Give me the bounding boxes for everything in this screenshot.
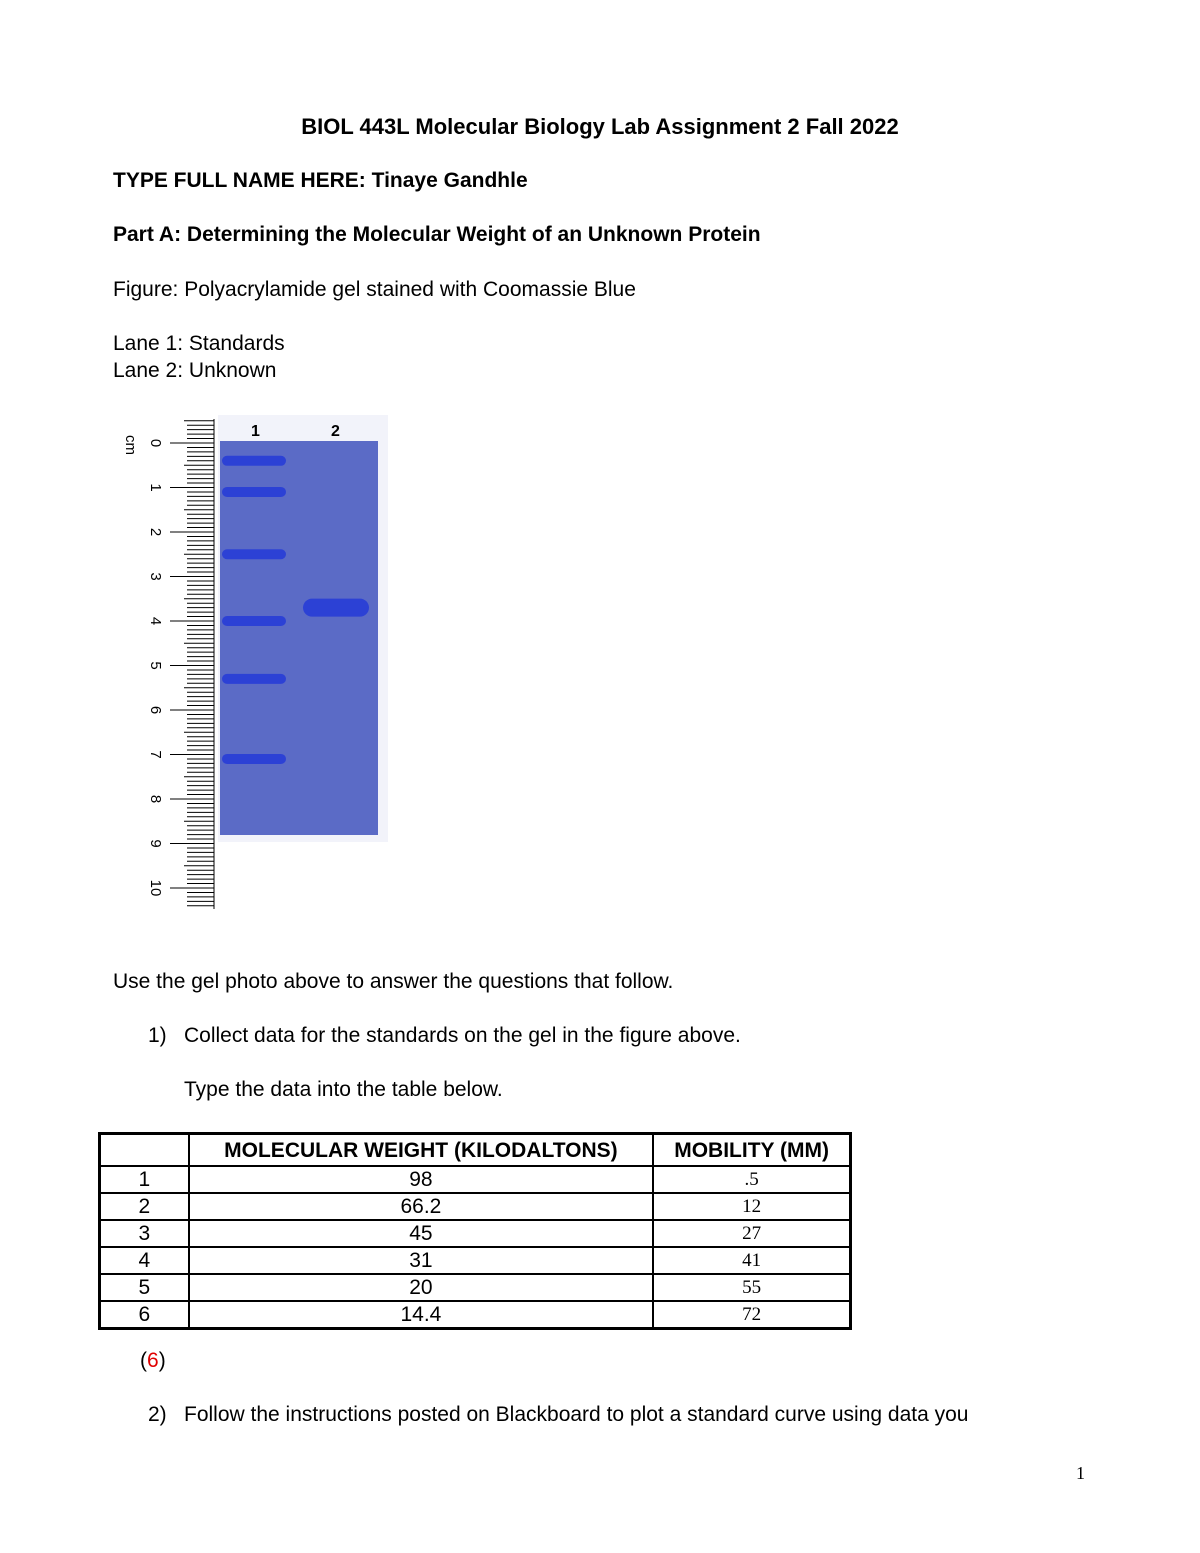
lane-2-label: Lane 2: Unknown	[113, 359, 277, 382]
molecular-weight-cell[interactable]: 66.2	[189, 1193, 654, 1220]
standard-band	[222, 754, 286, 764]
ruler-label: 3	[147, 572, 164, 581]
standards-table	[98, 1132, 852, 1330]
gel-image	[118, 415, 390, 915]
table-row	[100, 1166, 851, 1193]
ruler-label: 10	[147, 879, 164, 897]
table-row	[100, 1274, 851, 1301]
row-index: 6	[100, 1301, 189, 1329]
score-points: 6	[147, 1349, 159, 1372]
gel-body	[220, 441, 378, 835]
ruler-label: 7	[147, 750, 164, 759]
q1-text: Collect data for the standards on the gel in the figure above.	[184, 1024, 741, 1047]
score-open: (	[140, 1349, 147, 1372]
header-cell-index	[100, 1134, 189, 1167]
q1-subtext: Type the data into the table below.	[184, 1078, 503, 1101]
ruler-unit-label: cm	[122, 435, 139, 455]
molecular-weight-cell[interactable]: 20	[189, 1274, 654, 1301]
row-index: 1	[100, 1166, 189, 1193]
ruler-label: 0	[147, 438, 164, 448]
page-number: 1	[1076, 1463, 1085, 1483]
ruler-label: 5	[147, 661, 164, 670]
table-row	[100, 1220, 851, 1247]
table-row	[100, 1193, 851, 1220]
score-marker	[140, 1349, 166, 1373]
standard-band	[222, 674, 286, 684]
gel-figure	[118, 415, 390, 915]
molecular-weight-cell[interactable]: 98	[189, 1166, 654, 1193]
molecular-weight-cell[interactable]: 45	[189, 1220, 654, 1247]
q1-number: 1)	[148, 1024, 167, 1047]
table-header-row	[100, 1134, 851, 1167]
molecular-weight-cell[interactable]: 31	[189, 1247, 654, 1274]
ruler-label: 1	[147, 483, 164, 492]
figure-caption: Figure: Polyacrylamide gel stained with Coomassie Blue	[113, 278, 636, 301]
part-a-heading: Part A: Determining the Molecular Weight of an Unknown Protein	[113, 223, 761, 246]
mobility-cell[interactable]: 55	[653, 1274, 850, 1301]
q2-number: 2)	[148, 1403, 167, 1426]
molecular-weight-cell[interactable]: 14.4	[189, 1301, 654, 1329]
standard-band	[222, 456, 286, 466]
ruler-label: 2	[147, 527, 164, 537]
instruction-text: Use the gel photo above to answer the questions that follow.	[113, 970, 674, 993]
header-cell-mobility: MOBILITY (MM)	[653, 1134, 850, 1167]
header-cell-molecular-weight: MOLECULAR WEIGHT (KILODALTONS)	[189, 1134, 654, 1167]
mobility-cell[interactable]: 27	[653, 1220, 850, 1247]
row-index: 3	[100, 1220, 189, 1247]
row-index: 4	[100, 1247, 189, 1274]
row-index: 5	[100, 1274, 189, 1301]
unknown-band	[303, 599, 369, 617]
standard-band	[222, 549, 286, 559]
table-row	[100, 1247, 851, 1274]
lane-number-2: 2	[331, 423, 340, 440]
ruler	[147, 419, 214, 909]
standard-band	[222, 487, 286, 497]
mobility-cell[interactable]: 41	[653, 1247, 850, 1274]
mobility-cell[interactable]: 12	[653, 1193, 850, 1220]
score-close: )	[158, 1349, 166, 1372]
mobility-cell[interactable]: .5	[653, 1166, 850, 1193]
lane-number-1: 1	[251, 423, 260, 440]
ruler-label: 6	[147, 705, 164, 715]
name-line: TYPE FULL NAME HERE: Tinaye Gandhle	[113, 169, 528, 192]
ruler-label: 4	[147, 616, 164, 626]
document-title: BIOL 443L Molecular Biology Lab Assignment 2 Fall 2022	[301, 114, 899, 139]
row-index: 2	[100, 1193, 189, 1220]
lane-1-label: Lane 1: Standards	[113, 332, 285, 355]
table-row	[100, 1301, 851, 1329]
ruler-label: 9	[147, 839, 164, 848]
standard-band	[222, 616, 286, 626]
mobility-cell[interactable]: 72	[653, 1301, 850, 1329]
q2-text: Follow the instructions posted on Blackboard to plot a standard curve using data you	[184, 1403, 969, 1426]
ruler-label: 8	[147, 794, 164, 804]
